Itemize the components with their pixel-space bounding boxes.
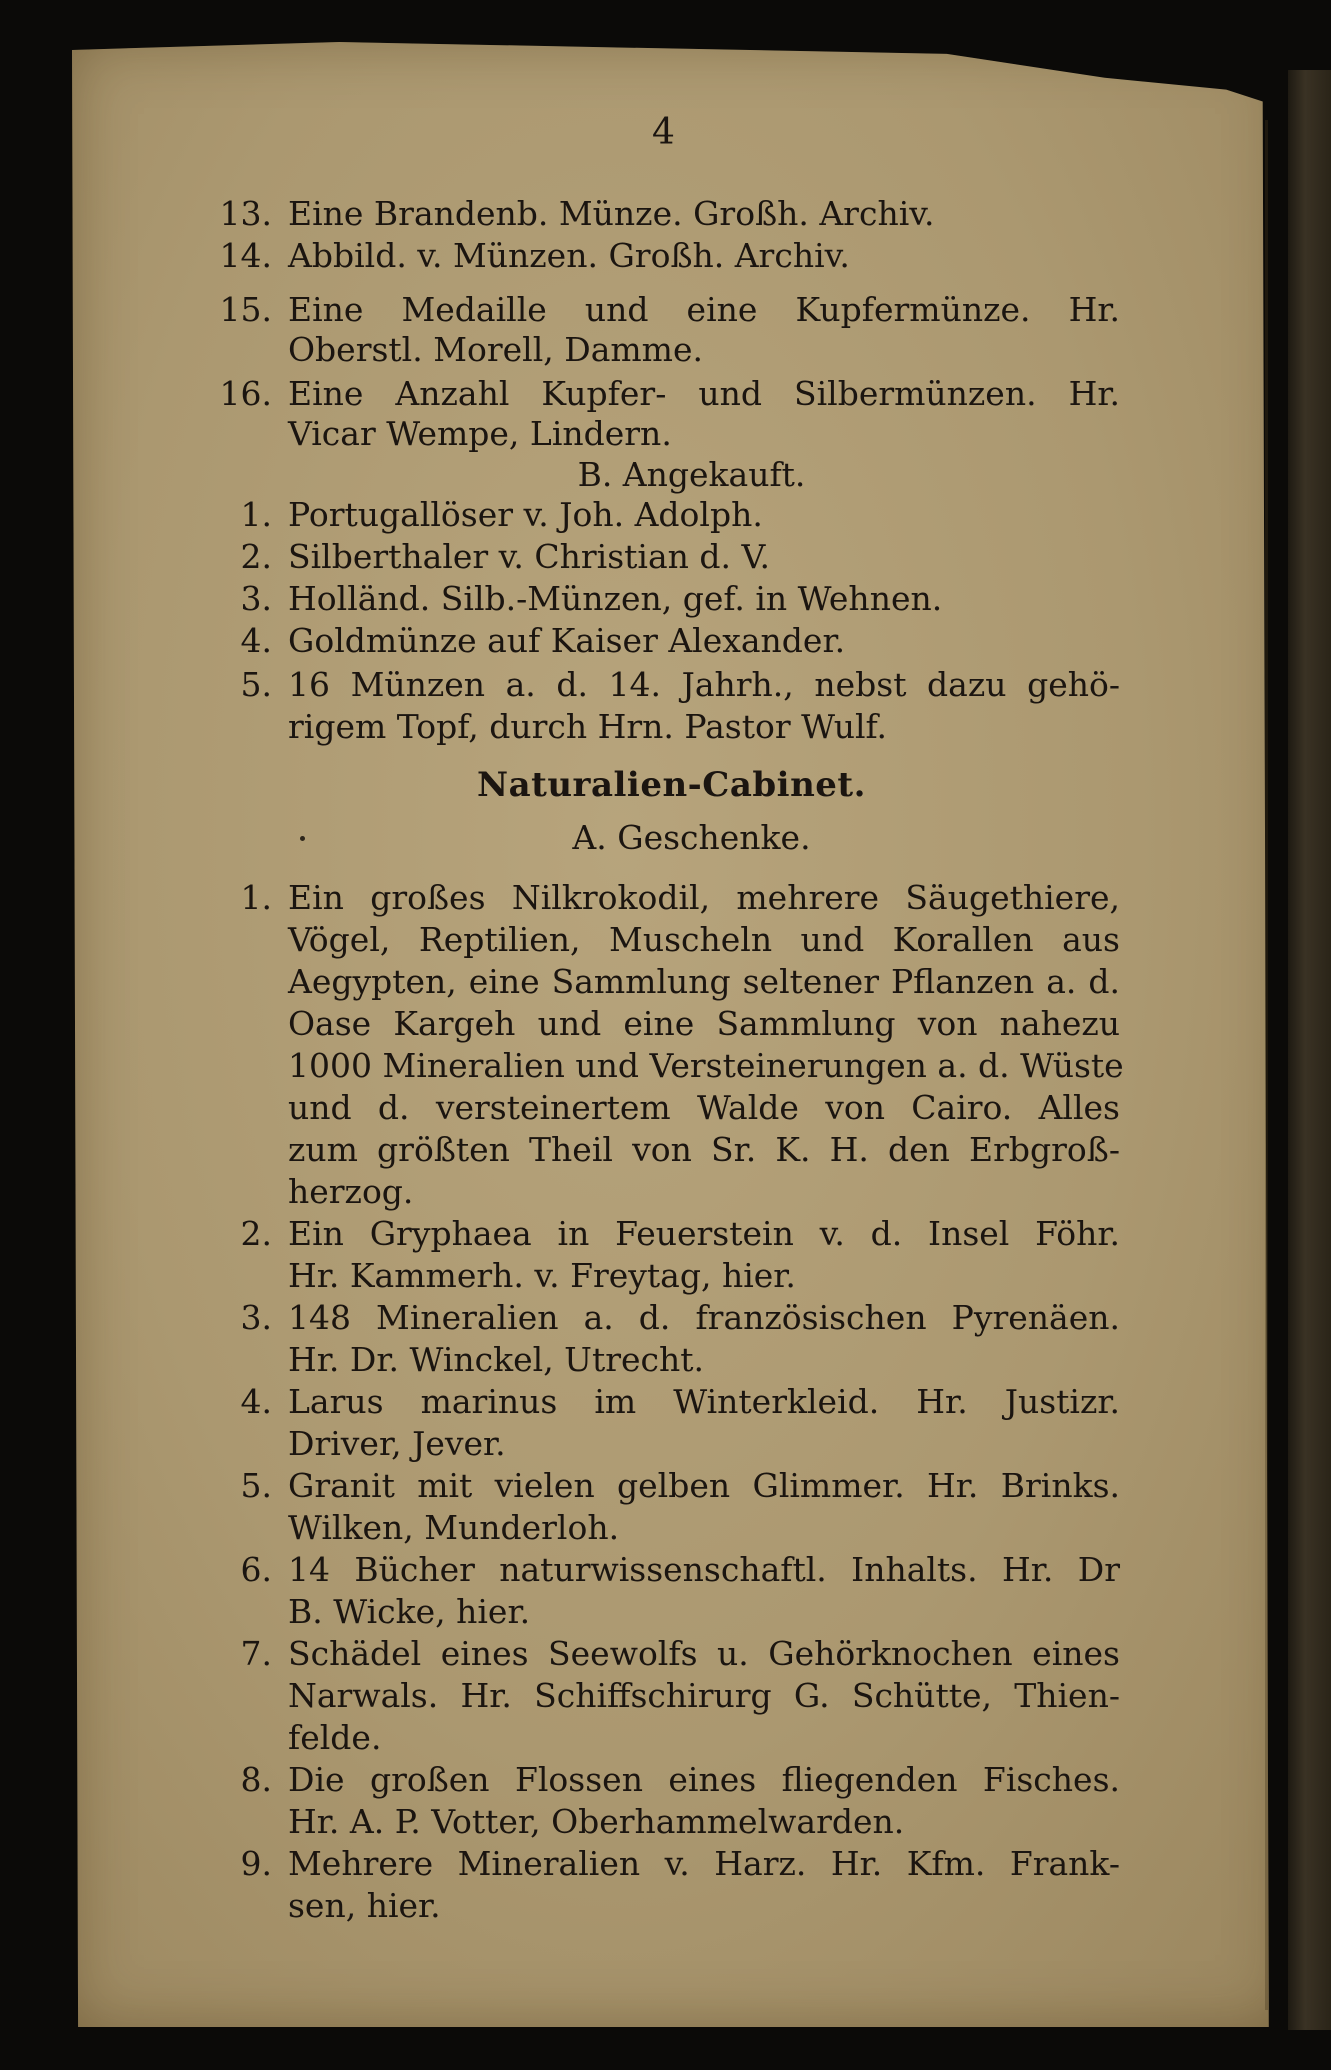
item-text: Ein Gryphaea in Feuerstein v. d. Insel Föhr.: [288, 1214, 1120, 1253]
section-a-heading: A. Geschenke.: [572, 818, 811, 857]
list-item-continuation: [0, 705, 1331, 749]
item-text: Goldmünze auf Kaiser Alexander.: [288, 621, 846, 660]
list-item-continuation: [0, 412, 1331, 456]
item-text: Eine Medaille und eine Kupfermünze. Hr.: [288, 290, 1120, 329]
section-title: Naturalien-Cabinet.: [477, 765, 866, 805]
list-item-continuation: [0, 1044, 1331, 1088]
item-number: 5.: [240, 1466, 272, 1505]
list-item-continuation: [0, 1716, 1331, 1760]
item-text: rigem Topf, durch Hrn. Pastor Wulf.: [288, 707, 888, 746]
item-number: 2.: [240, 1214, 272, 1253]
item-text: Vögel, Reptilien, Muscheln und Korallen aus: [288, 920, 1120, 959]
item-text: B. Wicke, hier.: [288, 1592, 531, 1631]
item-number: 3.: [240, 1298, 272, 1337]
item-text: Eine Anzahl Kupfer- und Silbermünzen. Hr.: [288, 374, 1120, 413]
list-item-continuation: [0, 918, 1331, 962]
list-item-continuation: [0, 1086, 1331, 1130]
list-item: [0, 535, 1331, 579]
list-item-continuation: [0, 1674, 1331, 1718]
list-item: [0, 1380, 1331, 1424]
item-text: Eine Brandenb. Münze. Großh. Archiv.: [288, 194, 935, 233]
item-number: 2.: [240, 537, 272, 576]
item-text: 1000 Mineralien und Versteinerungen a. d. Wüste: [288, 1046, 1124, 1085]
list-item-continuation: [0, 1884, 1331, 1928]
list-item-continuation: [0, 1422, 1331, 1466]
item-text: und d. versteinertem Walde von Cairo. Alles: [288, 1088, 1120, 1127]
item-text: Mehrere Mineralien v. Harz. Hr. Kfm. Frank-: [288, 1844, 1120, 1883]
item-text: Die großen Flossen eines fliegenden Fisches.: [288, 1760, 1120, 1799]
item-text: Aegypten, eine Sammlung seltener Pflanzen a. d.: [288, 962, 1120, 1001]
item-text: zum größten Theil von Sr. K. H. den Erbgroß-: [288, 1130, 1120, 1169]
item-number: 5.: [240, 665, 272, 704]
item-number: 3.: [240, 579, 272, 618]
list-item: [0, 192, 1331, 236]
item-text: Narwals. Hr. Schiffschirurg G. Schütte, Thien-: [288, 1676, 1120, 1715]
item-text: herzog.: [288, 1172, 414, 1211]
list-item: [0, 619, 1331, 663]
list-item: [0, 234, 1331, 278]
list-item-continuation: [0, 1128, 1331, 1172]
item-number: 14.: [219, 236, 272, 275]
list-item-continuation: [0, 1800, 1331, 1844]
page-number: 4: [652, 112, 675, 153]
item-text: Portugallöser v. Joh. Adolph.: [288, 495, 763, 534]
list-item: [0, 663, 1331, 707]
list-item: [0, 288, 1331, 332]
item-number: 6.: [240, 1550, 272, 1589]
item-number: 16.: [219, 374, 272, 413]
list-item-continuation: [0, 1506, 1331, 1550]
list-item: [0, 1842, 1331, 1886]
item-text: 16 Münzen a. d. 14. Jahrh., nebst dazu gehö-: [288, 665, 1120, 704]
list-item: [0, 1632, 1331, 1676]
item-text: Vicar Wempe, Lindern.: [288, 414, 672, 453]
section-b-heading: B. Angekauft.: [577, 455, 806, 494]
item-text: 14 Bücher naturwissenschaftl. Inhalts. Hr. Dr: [288, 1550, 1120, 1589]
item-text: Hr. A. P. Votter, Oberhammelwarden.: [288, 1802, 905, 1841]
item-text: Schädel eines Seewolfs u. Gehörknochen eines: [288, 1634, 1120, 1673]
item-text: sen, hier.: [288, 1886, 441, 1925]
list-item: [0, 876, 1331, 920]
list-item: [0, 1548, 1331, 1592]
item-text: Larus marinus im Winterkleid. Hr. Justizr.: [288, 1382, 1120, 1421]
item-number: 15.: [219, 290, 272, 329]
list-item: [0, 577, 1331, 621]
item-text: felde.: [288, 1718, 382, 1757]
ink-speck: [300, 836, 305, 841]
item-text: Hr. Dr. Winckel, Utrecht.: [288, 1340, 705, 1379]
item-text: Ein großes Nilkrokodil, mehrere Säugethiere,: [288, 878, 1120, 917]
item-number: 4.: [240, 1382, 272, 1421]
item-text: Oberstl. Morell, Damme.: [288, 330, 703, 369]
item-text: 148 Mineralien a. d. französischen Pyrenäen.: [288, 1298, 1120, 1337]
list-item: [0, 1758, 1331, 1802]
list-item-continuation: [0, 960, 1331, 1004]
item-number: 8.: [240, 1760, 272, 1799]
item-text: Oase Kargeh und eine Sammlung von nahezu: [288, 1004, 1120, 1043]
item-number: 7.: [240, 1634, 272, 1673]
item-number: 1.: [240, 878, 272, 917]
item-text: Wilken, Munderloh.: [288, 1508, 620, 1547]
item-text: Abbild. v. Münzen. Großh. Archiv.: [288, 236, 850, 275]
list-item-continuation: [0, 1338, 1331, 1382]
list-item-continuation: [0, 1590, 1331, 1634]
list-item: [0, 1296, 1331, 1340]
list-item: [0, 1464, 1331, 1508]
list-item-continuation: [0, 1170, 1331, 1214]
item-text: Holländ. Silb.-Münzen, gef. in Wehnen.: [288, 579, 943, 618]
item-number: 9.: [240, 1844, 272, 1883]
list-item: [0, 493, 1331, 537]
list-item-continuation: [0, 1002, 1331, 1046]
list-item-continuation: [0, 328, 1331, 372]
list-item: [0, 1212, 1331, 1256]
item-number: 13.: [219, 194, 272, 233]
list-item-continuation: [0, 1254, 1331, 1298]
item-text: Hr. Kammerh. v. Freytag, hier.: [288, 1256, 796, 1295]
item-text: Granit mit vielen gelben Glimmer. Hr. Brinks.: [288, 1466, 1120, 1505]
item-text: Silberthaler v. Christian d. V.: [288, 537, 771, 576]
item-text: Driver, Jever.: [288, 1424, 506, 1463]
item-number: 4.: [240, 621, 272, 660]
item-number: 1.: [240, 495, 272, 534]
list-item: [0, 372, 1331, 416]
